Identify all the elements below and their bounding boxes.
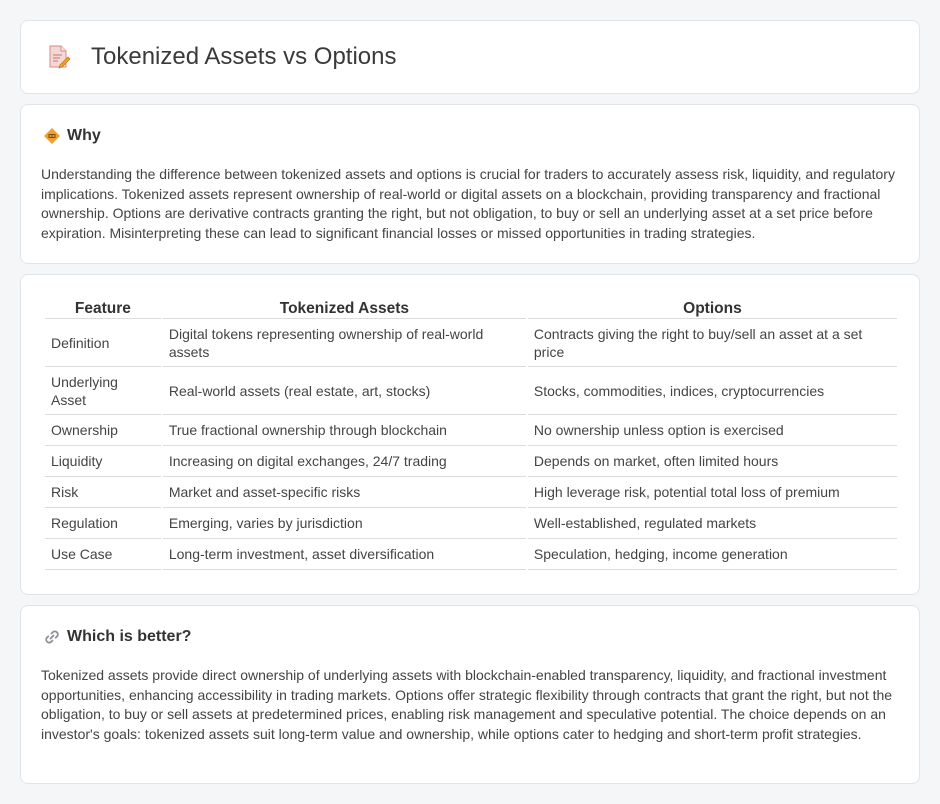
options-cell: Speculation, hedging, income generation (528, 539, 897, 570)
table-row (45, 415, 897, 446)
table-row (45, 477, 897, 508)
tokenized-cell: Emerging, varies by jurisdiction (163, 508, 526, 539)
table-row (45, 539, 897, 570)
row-label: Use Case (45, 539, 161, 570)
link-icon (43, 628, 61, 646)
why-section (20, 104, 920, 264)
options-cell: Depends on market, often limited hours (528, 446, 897, 477)
options-cell: Contracts giving the right to buy/sell an asset at a set price (528, 319, 897, 367)
row-label: Definition (45, 319, 161, 367)
table-row (45, 508, 897, 539)
why-text: Understanding the difference between tokenized assets and options is crucial for traders to accurately assess risk, liquidity, and regulatory implications. Tokenized assets represent ownership of real-world or digital assets on a blockchain, providing transparency and fractional ownership. Options are derivative contracts granting the right, but not obligation, to buy or sell an underlying asset at a set price before expiration. Misinterpreting these can lead to significant financial losses or missed opportunities in trading strategies. (41, 166, 895, 241)
document-pencil-icon (47, 44, 71, 70)
tokenized-cell: Market and asset-specific risks (163, 477, 526, 508)
tokenized-cell: Increasing on digital exchanges, 24/7 trading (163, 446, 526, 477)
title-card (20, 20, 920, 94)
table-row (45, 319, 897, 367)
tokenized-cell: Digital tokens representing ownership of real-world assets (163, 319, 526, 367)
column-header-feature: Feature (45, 297, 161, 319)
comparison-table (43, 297, 899, 570)
which-better-text: Tokenized assets provide direct ownership of underlying assets with blockchain-enabled transparency, liquidity, and fractional investment opportunities, enhancing accessibility in trading markets. Options offer strategic flexibility through contracts that grant the right, but not the obligation, to buy or sell assets at predetermined prices, enabling risk management and speculative potential. The choice depends on an investor's goals: tokenized assets suit long-term value and ownership, while options cater to hedging and short-term profit strategies. (41, 667, 893, 742)
which-better-section (20, 605, 920, 784)
table-row (45, 367, 897, 415)
diamond-warning-icon (43, 127, 61, 145)
table-row (45, 446, 897, 477)
tokenized-cell: True fractional ownership through blockchain (163, 415, 526, 446)
options-cell: High leverage risk, potential total loss of premium (528, 477, 897, 508)
options-cell: Stocks, commodities, indices, cryptocurrencies (528, 367, 897, 415)
row-label: Underlying Asset (45, 367, 161, 415)
row-label: Liquidity (45, 446, 161, 477)
tokenized-cell: Long-term investment, asset diversification (163, 539, 526, 570)
row-label: Risk (45, 477, 161, 508)
page-title: Tokenized Assets vs Options (91, 43, 397, 70)
which-better-heading: Which is better? (67, 628, 192, 645)
column-header-tokenized: Tokenized Assets (163, 297, 526, 319)
table-header-row (45, 297, 897, 319)
options-cell: Well-established, regulated markets (528, 508, 897, 539)
row-label: Regulation (45, 508, 161, 539)
tokenized-cell: Real-world assets (real estate, art, stocks) (163, 367, 526, 415)
row-label: Ownership (45, 415, 161, 446)
options-cell: No ownership unless option is exercised (528, 415, 897, 446)
comparison-section (20, 274, 920, 595)
column-header-options: Options (528, 297, 897, 319)
why-heading: Why (67, 127, 101, 144)
